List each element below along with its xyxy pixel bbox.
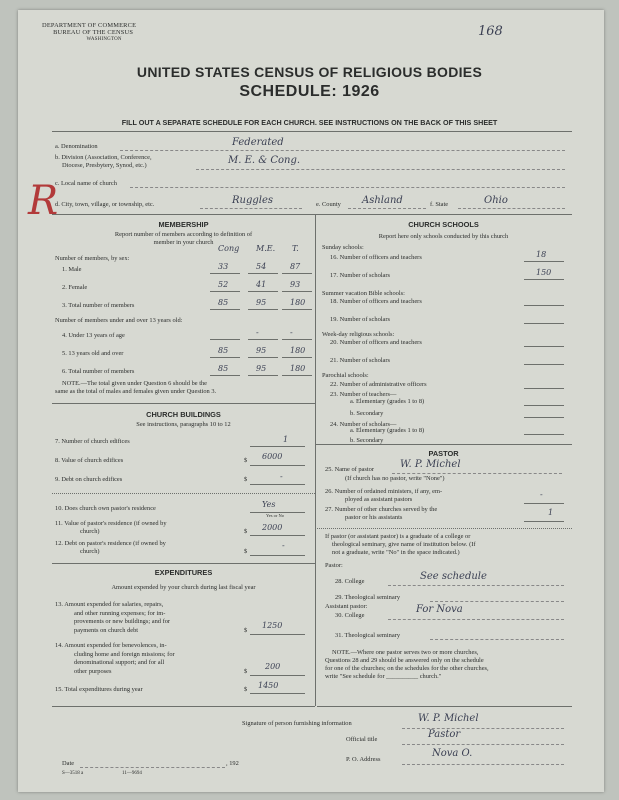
school-q24b-label: b. Secondary — [350, 437, 384, 444]
membership-intro-1: Report number of members according to definition of — [114, 231, 253, 238]
po-address-label: P. O. Address — [346, 756, 381, 763]
rule — [52, 214, 572, 215]
division-label-2: Diocese, Presbytery, Synod, etc.) — [62, 162, 147, 169]
q13-label: 13. Amount expended for salaries, repairs, and other running expenses; for im- provements or new buildings; and for payments on church debt — [55, 601, 171, 634]
city-label: d. City, town, village, or township, etc. — [55, 201, 155, 208]
membership-row-label: 4. Under 13 years of age — [62, 332, 125, 339]
rule — [524, 279, 564, 280]
rule — [524, 388, 564, 389]
q15-dollar: $ — [244, 686, 248, 693]
signature-label: Signature of person furnishing information — [242, 720, 352, 727]
col-head-me: M.E. — [256, 244, 276, 253]
q9-label: 9. Debt on church edifices — [55, 476, 123, 483]
q8-label: 8. Value of church edifices — [55, 457, 124, 464]
q25-value: W. P. Michel — [400, 459, 461, 470]
rule — [315, 528, 572, 529]
rule — [430, 601, 564, 602]
rule — [248, 291, 278, 292]
local-name-label: c. Local name of church — [55, 180, 117, 187]
rule — [524, 305, 564, 306]
rule — [52, 563, 315, 564]
q27-label-2: pastor or his assistants — [345, 514, 403, 521]
q14-value: 200 — [265, 662, 281, 671]
rule — [196, 169, 565, 170]
rule — [430, 639, 564, 640]
q28-value: See schedule — [420, 571, 487, 582]
rule — [210, 291, 240, 292]
rule — [250, 535, 305, 536]
q15-value: 1450 — [258, 681, 279, 690]
q28-label: 28. College — [335, 578, 365, 585]
grad-note-2: theological seminary, give name of institution below. (If — [332, 541, 476, 548]
asst-label: Assistant pastor: — [325, 603, 368, 610]
rule — [282, 339, 312, 340]
date-label: Date — [62, 760, 75, 767]
rule — [52, 706, 572, 707]
col-head-total: T. — [292, 244, 299, 253]
age-label: Number of members under and over 13 years old: — [55, 317, 183, 324]
rule — [248, 339, 278, 340]
rule — [250, 675, 305, 676]
q11-value: 2000 — [262, 523, 283, 532]
school-q17-value: 150 — [536, 268, 552, 277]
buildings-subtitle: See instructions, paragraphs 10 to 12 — [136, 421, 231, 428]
membership-cell: 87 — [290, 262, 301, 271]
q30-label: 30. College — [335, 612, 365, 619]
official-title-value: Pastor — [428, 729, 461, 740]
q14-label: 14. Amount expended for benevolences, in- cluding home and foreign missions; for denominational support; and for all other purposes — [55, 642, 175, 675]
schedule-title: SCHEDULE: 1926 — [239, 83, 380, 100]
rule — [250, 693, 305, 694]
date-year: , 192 — [226, 760, 239, 767]
grad-note-1: If pastor (or assistant pastor) is a graduate of a college or — [325, 533, 471, 540]
rule — [52, 403, 315, 404]
expenditures-title: EXPENDITURES — [154, 568, 213, 577]
q10-label: 10. Does church own pastor's residence — [55, 505, 156, 512]
q12-value: - — [282, 541, 285, 550]
membership-cell: 95 — [256, 346, 267, 355]
division-label-1: b. Division (Association, Conference, — [55, 154, 152, 161]
membership-cell: 180 — [290, 346, 306, 355]
rule — [524, 364, 564, 365]
pastor-note-3: for one of the churches; on the schedules for the other churches, — [325, 665, 489, 672]
divider — [52, 131, 572, 132]
pastor-note-4: write "See schedule for __________ church." — [325, 673, 442, 680]
q9-dollar: $ — [244, 476, 248, 483]
denomination-value: Federated — [232, 137, 284, 148]
rule — [282, 375, 312, 376]
rule — [524, 261, 564, 262]
school-q24-label: 24. Number of scholars— — [330, 421, 397, 428]
rule — [388, 619, 564, 620]
membership-cell: 52 — [218, 280, 229, 289]
membership-cell: 180 — [290, 298, 306, 307]
rule — [524, 503, 564, 504]
school-q16-value: 18 — [536, 250, 547, 259]
q27-label-1: 27. Number of other churches served by the — [325, 506, 438, 513]
rule — [282, 273, 312, 274]
rule — [524, 405, 564, 406]
school-q23-label: 23. Number of teachers— — [330, 391, 397, 398]
school-sunday-label: Sunday schools: — [322, 244, 364, 251]
yes-no-hint: Yes or No — [266, 513, 285, 518]
rule — [524, 323, 564, 324]
grad-note-3: not a graduate, write "No" in the space indicated.) — [332, 549, 460, 556]
department-heading: DEPARTMENT OF COMMERCE BUREAU OF THE CENSUS WASHINGTON — [42, 22, 137, 42]
rule — [248, 357, 278, 358]
sex-label: Number of members, by sex: — [55, 255, 130, 262]
school-q17-label: 17. Number of scholars — [330, 272, 390, 279]
rule — [250, 446, 305, 447]
form-number: S—3518 a — [62, 771, 84, 776]
rule — [210, 309, 240, 310]
membership-cell: 41 — [256, 280, 267, 289]
membership-cell: 95 — [256, 298, 267, 307]
q26-label-1: 26. Number of ordained ministers, if any, em- — [325, 488, 443, 495]
q30-value: For Nova — [416, 604, 463, 615]
instruction-line: FILL OUT A SEPARATE SCHEDULE FOR EACH CHURCH. SEE INSTRUCTIONS ON THE BACK OF THIS SHEET — [121, 118, 498, 127]
membership-cell: 85 — [218, 298, 229, 307]
school-q20-label: 20. Number of officers and teachers — [330, 339, 422, 346]
q8-dollar: $ — [244, 457, 248, 464]
rule — [315, 444, 572, 445]
rule — [210, 357, 240, 358]
q26-label-2: ployed as assistant pastors — [345, 496, 413, 503]
q8-value: 6000 — [262, 452, 283, 461]
denomination-label: a. Denomination — [55, 143, 98, 150]
q11-dollar: $ — [244, 528, 248, 535]
page-number: 168 — [478, 24, 503, 39]
rule — [250, 634, 305, 635]
q13-dollar: $ — [244, 627, 248, 634]
rule — [524, 521, 564, 522]
membership-row-label: 6. Total number of members — [62, 368, 135, 375]
red-mark: R — [28, 178, 59, 224]
rule — [282, 309, 312, 310]
school-q16-label: 16. Number of officers and teachers — [330, 254, 422, 261]
schools-subtitle: Report here only schools conducted by this church — [378, 233, 509, 240]
schools-title: CHURCH SCHOOLS — [408, 220, 479, 229]
rule — [248, 273, 278, 274]
school-q21-label: 21. Number of scholars — [330, 357, 390, 364]
membership-cell: 95 — [256, 364, 267, 373]
rule — [402, 728, 564, 729]
buildings-title: CHURCH BUILDINGS — [146, 410, 221, 419]
school-weekday-label: Week-day religious schools: — [322, 331, 395, 338]
division-value: M. E. & Cong. — [228, 155, 301, 166]
rule — [130, 187, 565, 188]
membership-row-label: 5. 13 years old and over — [62, 350, 124, 357]
rule — [80, 767, 225, 768]
membership-cell: 180 — [290, 364, 306, 373]
rule — [210, 375, 240, 376]
rule — [524, 346, 564, 347]
rule — [210, 339, 240, 340]
state-label: f. State — [430, 201, 449, 208]
school-q24a-label: a. Elementary (grades 1 to 8) — [350, 427, 425, 434]
q9-value: - — [280, 472, 283, 481]
q12-dollar: $ — [244, 548, 248, 555]
q29-label: 29. Theological seminary — [335, 594, 401, 601]
q10-value: Yes — [262, 500, 276, 509]
column-divider — [315, 214, 316, 764]
q7-label: 7. Number of church edifices — [55, 438, 130, 445]
school-summer-label: Summer vacation Bible schools: — [322, 290, 405, 297]
membership-row-label: 2. Female — [62, 284, 88, 291]
q12-label-1: 12. Debt on pastor's residence (if owned by — [55, 540, 166, 547]
school-q19-label: 19. Number of scholars — [330, 316, 390, 323]
county-value: Ashland — [362, 195, 403, 206]
membership-cell: 85 — [218, 346, 229, 355]
city-value: Ruggles — [232, 195, 274, 206]
rule — [524, 417, 564, 418]
membership-cell: - — [256, 328, 259, 337]
state-value: Ohio — [484, 195, 508, 206]
pastor-note-2: Questions 28 and 29 should be answered only on the schedule — [325, 657, 484, 664]
q11-label-1: 11. Value of pastor's residence (if owned by — [55, 520, 167, 527]
membership-cell: 93 — [290, 280, 301, 289]
rule — [282, 291, 312, 292]
rule — [250, 555, 305, 556]
q11-label-2: church) — [80, 528, 100, 535]
membership-note-2: same as the total of males and females given under Question 3. — [55, 388, 217, 395]
signature-value: W. P. Michel — [418, 713, 479, 724]
membership-intro-2: member in your church — [153, 239, 214, 246]
pastor-note-1: NOTE.—Where one pastor serves two or more churches, — [332, 649, 479, 656]
pastor-title: PASTOR — [428, 449, 459, 458]
print-number: 11—9694 — [122, 771, 142, 776]
official-title-label: Official title — [346, 736, 378, 743]
membership-cell: 33 — [218, 262, 229, 271]
rule — [210, 273, 240, 274]
po-address-value: Nova O. — [432, 748, 473, 759]
q26-value: - — [540, 490, 543, 499]
school-q23a-label: a. Elementary (grades 1 to 8) — [350, 398, 425, 405]
membership-cell: 54 — [256, 262, 267, 271]
membership-cell: 85 — [218, 364, 229, 373]
q25-label: 25. Name of pastor — [325, 466, 374, 473]
rule — [248, 375, 278, 376]
membership-note-1: NOTE.—The total given under Question 6 should be the — [62, 380, 208, 387]
rule — [402, 764, 564, 765]
rule — [348, 208, 426, 209]
rule — [388, 585, 564, 586]
rule — [200, 208, 302, 209]
form-title: UNITED STATES CENSUS OF RELIGIOUS BODIES — [136, 64, 483, 80]
rule — [120, 150, 565, 151]
school-q22-label: 22. Number of administrative officers — [330, 381, 427, 388]
col-head-cong: Cong — [218, 244, 240, 253]
rule — [250, 465, 305, 466]
membership-title: MEMBERSHIP — [158, 220, 209, 229]
rule — [282, 357, 312, 358]
rule — [248, 309, 278, 310]
expenditures-subtitle: Amount expended by your church during last fiscal year — [111, 584, 256, 591]
divider-mask — [315, 706, 317, 766]
q14-dollar: $ — [244, 668, 248, 675]
school-parochial-label: Parochial schools: — [322, 372, 369, 379]
rule — [524, 434, 564, 435]
rule — [392, 473, 562, 474]
q13-value: 1250 — [262, 621, 283, 630]
q25-note: (If church has no pastor, write "None") — [345, 475, 445, 482]
membership-row-label: 3. Total number of members — [62, 302, 135, 309]
pastor-label: Pastor: — [325, 562, 343, 569]
q15-label: 15. Total expenditures during year — [55, 686, 143, 693]
membership-cell: - — [290, 328, 293, 337]
rule — [458, 208, 565, 209]
rule — [250, 484, 305, 485]
q27-value: 1 — [548, 508, 554, 517]
county-label: e. County — [316, 201, 341, 208]
q7-value: 1 — [283, 435, 289, 444]
q31-label: 31. Theological seminary — [335, 632, 401, 639]
school-q18-label: 18. Number of officers and teachers — [330, 298, 422, 305]
school-q23b-label: b. Secondary — [350, 410, 384, 417]
q12-label-2: church) — [80, 548, 100, 555]
membership-row-label: 1. Male — [62, 266, 82, 273]
rule — [52, 493, 315, 494]
rule — [402, 744, 564, 745]
